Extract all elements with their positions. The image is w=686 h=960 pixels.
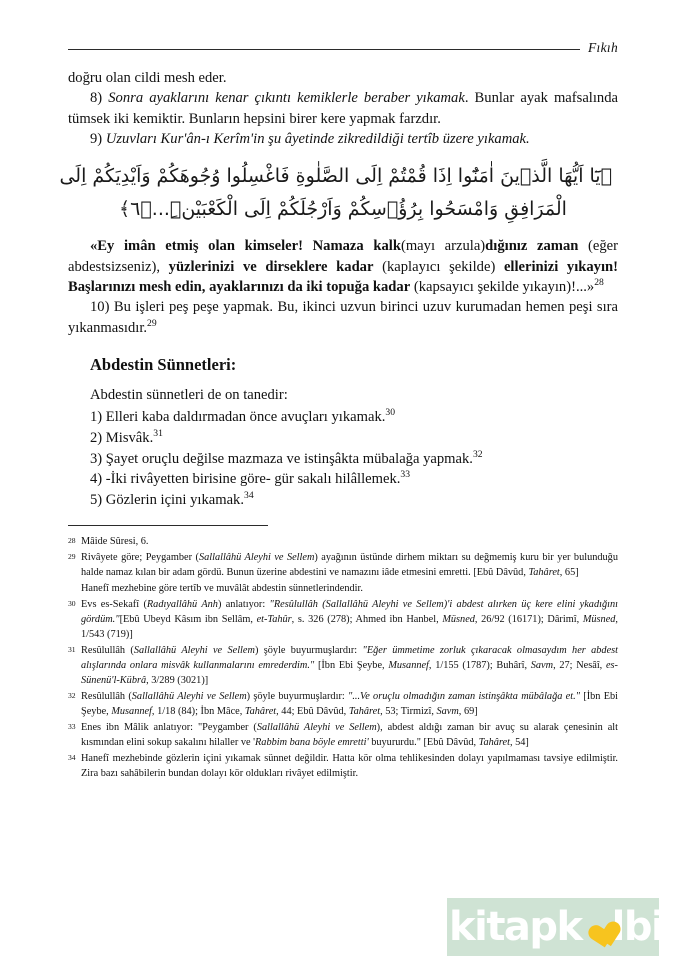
footnote-segment: ) şöyle buyurmuşlardır: [246,691,349,703]
footnote-segment: , 65] [559,566,579,578]
footnote-segment: , 1/543 (719)] [81,613,618,640]
footnote-segment: Tahâret [348,706,381,718]
footnote-ref-31[interactable]: 31 [153,427,163,439]
footnote-marker-28[interactable]: 28 [68,535,76,545]
footnote-segment: , 53; Tirmizî, [380,706,437,718]
footnote-segment: , 44; Ebû Dâvûd, [276,706,349,718]
translation-plain-1: (mayı arzula) [400,238,486,255]
watermark-text-after: lbi [611,904,664,950]
translation-bold-3: yüzlerinizi ve dirseklere kadar [168,258,374,275]
translation-bold-2: dığınız zaman [485,238,579,255]
footnote-segment: , 1/155 (1787); Buhârî, [428,659,531,671]
footnote-item [68,720,618,750]
list-item [90,449,618,470]
sunnah-item-2-text: 2) Misvâk. [90,429,154,446]
watermark-text-before: kitapk [449,904,582,950]
footnote-segment: buyururdu." [Ebû Dâvûd, [368,737,479,749]
footnote-segment: ) anlatıyor: [217,598,270,610]
item-10-text: Bu işleri peş peşe yapmak. Bu, ikinci uzvun birinci uzuv kurumadan hemen peşi sıra yıkanmasıdır. [68,299,618,336]
footnote-segment: es-Sünenü'l-Kübrâ [81,659,618,686]
quran-verse [59,160,618,227]
list-item-9 [68,129,618,149]
item-9-number: 9) [90,131,103,148]
item-10-number: 10) [90,299,110,316]
item-8-rest: . Bunlar ayak mafsalında tümsek iki kemiktir. Bunların hepsini birer kere yapmak farzdır. [68,90,618,127]
footnote-item [68,550,618,580]
footnote-segment: "Eğer ümmetime zorluk çıkaracak olmasaydım her abdest alışlarında onlara misvâk kullanmalarını emrederdim." [81,644,619,671]
footnote-segment: Müsned [582,613,616,625]
section-intro: Abdestin sünnetleri de on tanedir: [90,387,288,404]
list-item [90,407,618,428]
footnote-marker-34[interactable]: 34 [68,753,76,763]
footnote-segment: et-Tahûr [256,613,292,625]
footnote-ref-28[interactable]: 28 [594,277,604,289]
watermark-tld: .com [664,903,686,951]
footnote-segment: ), abdest aldığı zaman bir avuç su alarak çenesinin alt kısmından elini sokup sakalını hilaller ve ' [81,722,618,749]
footnote-item [68,597,618,642]
verse-translation [68,236,618,297]
footnote-body [81,597,618,642]
main-body [59,68,618,511]
footnote-ref-34[interactable]: 34 [244,490,254,502]
footnote-segment: Rabbim bana böyle emretti' [255,737,369,749]
footnote-segment: Sallallâhü Aleyhi ve Sellem [256,722,377,734]
footnote-segment: Tahâret [478,737,510,749]
footnote-segment: Tahâret [244,706,277,718]
list-item-10 [68,297,618,338]
footnote-segment: [İbn Ebi Şeybe, [314,659,389,671]
footnote-marker-30[interactable]: 30 [68,598,76,608]
footnote-segment: , s. 326 (278); Ahmed ibn Hanbel, [291,613,443,625]
header-rule [68,49,580,50]
sunnah-list [68,407,618,511]
footnote-item [68,751,618,781]
footnote-segment: Savm [530,659,554,671]
footnote-body [81,689,618,719]
footnote-segment: "...Ve oruçlu olmadığın zaman istinşâkta mübâlağa et." [348,691,580,703]
list-item-8 [68,88,618,129]
footnote-segment: Müsned [442,613,475,625]
translation-plain-2: (eğer abdestsizseniz), [68,238,618,275]
section-heading-abdestin-sunnetleri: Abdestin Sünnetleri: [90,355,237,375]
footnote-marker-29[interactable]: 29 [68,551,76,561]
watermark-kitapkalbi [447,898,686,956]
footnote-ref-30[interactable]: 30 [385,407,396,419]
footnote-segment: Radıyallâhü Anh [146,598,218,610]
footnote-segment: Resûlullâh ( [81,644,134,656]
footnote-segment: Sallallâhü Aleyhi ve Sellem [133,644,255,656]
footnote-segment: Tahâret [528,566,560,578]
footnote-segment: Evs es-Sekafî ( [81,598,147,610]
footnote-segment: , 69] [458,706,478,718]
footnote-segment: , 27; Nesâî, [553,659,606,671]
footnote-segment: Mâide Sûresi, 6. [81,535,149,547]
footnote-segment: "Resûlullâh (Sallallâhü Aleyhi ve Sellem)'i abdest alırken üç kere elini ykadığını gördüm." [81,598,618,625]
footnote-segment: Enes ibn Mâlik anlatıyor: "Peygamber ( [81,722,257,734]
footnote-segment: , 3/289 (3021)] [146,674,209,686]
footnote-segment: ) şöyle buyurmuşlardır: [254,644,363,656]
footnote-ref-32[interactable]: 32 [472,448,483,460]
footnote-segment: Savm [436,706,459,718]
footnote-ref-33[interactable]: 33 [400,469,411,481]
footnote-segment: Resûlullâh ( [81,691,132,703]
footnote-marker-33[interactable]: 33 [68,722,76,732]
footnote-body [81,643,618,688]
sunnah-item-1-text: 1) Elleri kaba daldırmadan önce avuçları yıkamak. [90,409,386,426]
translation-plain-4: (kapsayıcı şekilde yıkayın)!...» [410,279,595,296]
list-item [90,469,618,490]
sunnah-item-4-text: 4) -İki rivâyetten birisine göre- gür sakalı hilâllemek. [90,471,401,488]
sunnah-item-3-text: 3) Şayet oruçlu değilse mazmaza ve istinşâkta mübalağa yapmak. [90,450,473,467]
header-chapter-title: Fıkıh [588,40,618,55]
list-item [90,428,618,449]
footnote-continuation: Hanefî mezhebine göre tertîb ve muvâlât abdestin sünnetlerindendir. [81,582,363,594]
footnote-body [81,534,618,549]
footnotes-section [68,534,618,782]
list-item [90,490,618,511]
footnote-segment: , 26/92 (16171); Dârimî, [474,613,583,625]
footnote-ref-29[interactable]: 29 [147,318,157,330]
footnote-body [81,550,618,580]
footnote-segment: , 1/18 (84); İbn Mâce, [151,706,245,718]
footnote-segment: [İbn Ebi Şeybe, [81,691,619,718]
footnote-separator-rule [68,525,268,526]
paragraph-continued [68,68,618,88]
footnote-item [68,534,618,549]
heart-icon [580,911,613,942]
footnote-segment: Hanefî mezhebinde gözlerin içini yıkamak sünnet değildir. Hatta kör olma tehlikesinden dolayı yapılmaması tavsiye edilmiştir. Zira bazı sahâbilerin bundan dolayı kör oldukları rivâyet edilmiştir. [81,753,618,780]
item-8-number: 8) [90,90,103,107]
watermark-text [447,904,664,950]
item-8-italic: Sonra ayaklarını kenar çıkıntı kemiklerle beraber yıkamak [108,90,465,107]
footnote-segment: Musannef [388,659,429,671]
item-9-italic: Uzuvları Kur'ân-ı Kerîm'in şu âyetinde zikredildiği tertîb üzere yıkamak. [105,131,530,148]
footnote-body [81,751,618,781]
footnote-segment: [Ebû Ubeyd Kâsım ibn Sellâm, [119,613,257,625]
footnote-marker-32[interactable]: 32 [68,691,76,701]
translation-plain-3: (kaplayıcı şekilde) [373,258,504,275]
verse-line-2: الْمَرَافِقِ وَامْسَحُوا بِرُؤُ۫سِكُمْ وَاَرْجُلَكُمْ اِلَى الْكَعْبَيْنِۜ...﴿٦﴾ [119,197,567,220]
translation-bold-4: ellerinizi yıkayın! Başlarınızı mesh edin, ayaklarınızı da iki topuğa kadar [68,258,618,296]
footnote-segment: Sallallâhü Aleyhi ve Sellem [198,551,315,563]
footnote-segment: Rivâyete göre; Peygamber ( [81,551,199,563]
footnote-segment: Sallallâhü Aleyhi ve Sellem [131,691,247,703]
footnote-segment: ) ayağının üstünde dirhem miktarı su değmemiş kuru bir yer bulunduğu halde namaz kılan bir adam gördü. Bunun üzerine abdestini ve namazını iâde etmesini emretti. [Ebû Dâvûd, [81,551,618,578]
footnote-segment: Musannef [111,706,152,718]
footnote-body [81,720,618,750]
footnote-item [68,643,618,688]
verse-line-1: ﴿يَٓا اَيُّهَا الَّذ۪ينَ اٰمَنُٓوا اِذَا قُمْتُمْ اِلَى الصَّلٰوةِ فَاغْسِلُوا وُجُوهَكُمْ وَاَيْدِيَكُمْ اِلَى [59,164,612,187]
running-header [68,36,618,60]
footnote-item [68,689,618,719]
paragraph-continued-text: doğru olan cildi mesh eder. [68,70,227,86]
translation-bold-1: «Ey imân etmiş olan kimseler! Namaza kalk [90,238,401,255]
sunnah-item-5-text: 5) Gözlerin içini yıkamak. [90,491,244,508]
footnote-segment: , 54] [509,737,529,749]
footnote-marker-31[interactable]: 31 [68,644,76,654]
